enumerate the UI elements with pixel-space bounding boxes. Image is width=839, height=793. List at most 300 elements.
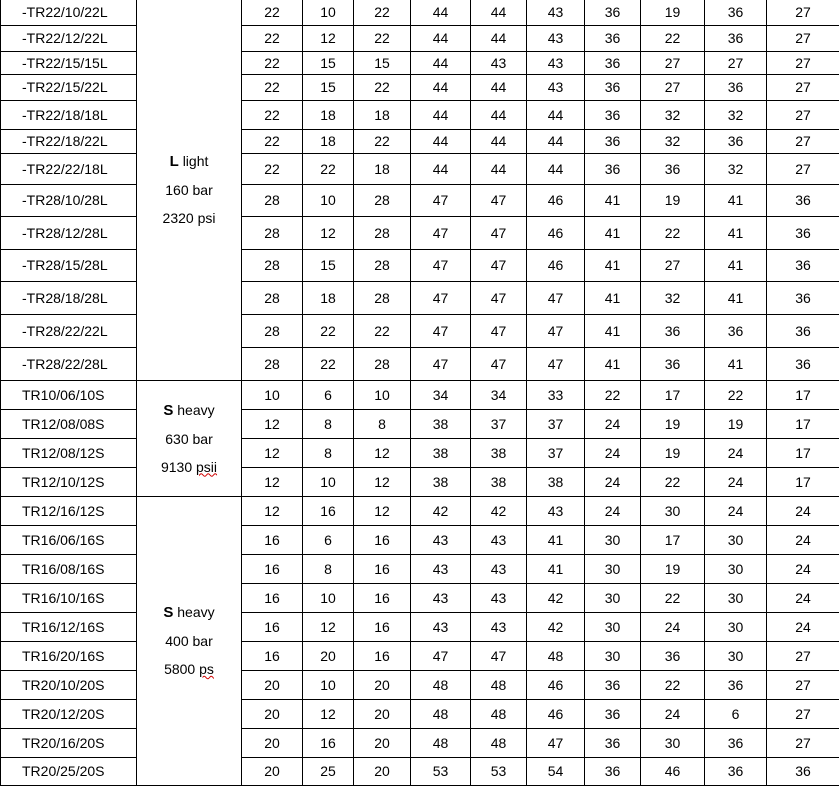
dimension-cell: 6	[705, 699, 767, 728]
table-row	[1, 670, 839, 699]
dimension-cell: 24	[585, 409, 641, 438]
dimension-cell: 41	[705, 281, 767, 314]
dimension-cell: 53	[471, 757, 527, 785]
dimension-cell: 43	[471, 583, 527, 612]
part-code-cell: -TR22/18/18L	[1, 100, 137, 129]
dimension-cell: 6	[303, 525, 354, 554]
dimension-cell: 36	[767, 757, 839, 785]
part-code-cell: TR16/20/16S	[1, 641, 137, 670]
dimension-cell: 17	[641, 525, 705, 554]
dimension-cell: 44	[527, 100, 585, 129]
table-row	[1, 641, 839, 670]
dimension-cell: 24	[585, 438, 641, 467]
dimension-cell: 41	[585, 347, 641, 380]
dimension-cell: 36	[767, 184, 839, 216]
dimension-cell: 22	[242, 129, 303, 153]
dimension-cell: 36	[767, 281, 839, 314]
dimension-cell: 47	[411, 641, 471, 670]
dimension-cell: 44	[471, 100, 527, 129]
dimension-cell: 30	[641, 728, 705, 757]
dimension-cell: 47	[471, 641, 527, 670]
dimension-cell: 47	[471, 216, 527, 249]
dimension-cell: 16	[303, 728, 354, 757]
dimension-cell: 41	[705, 249, 767, 281]
dimension-cell: 24	[767, 554, 839, 583]
dimension-cell: 47	[527, 281, 585, 314]
dimension-cell: 19	[641, 409, 705, 438]
dimension-cell: 15	[303, 51, 354, 74]
dimension-cell: 34	[411, 380, 471, 409]
dimension-cell: 19	[641, 438, 705, 467]
dimension-cell: 41	[585, 314, 641, 347]
dimension-cell: 44	[411, 129, 471, 153]
table-row	[1, 129, 839, 153]
dimension-cell: 24	[585, 496, 641, 525]
dimension-cell: 41	[705, 347, 767, 380]
dimension-cell: 28	[242, 216, 303, 249]
table-row	[1, 51, 839, 74]
dimension-cell: 27	[641, 74, 705, 100]
dimension-cell: 36	[585, 0, 641, 25]
dimension-cell: 28	[242, 281, 303, 314]
dimension-cell: 25	[303, 757, 354, 785]
dimension-cell: 28	[242, 314, 303, 347]
table-row	[1, 467, 839, 496]
dimension-cell: 43	[471, 554, 527, 583]
dimension-cell: 36	[641, 314, 705, 347]
dimension-cell: 47	[527, 314, 585, 347]
dimension-cell: 18	[354, 100, 411, 129]
dimension-cell: 47	[527, 728, 585, 757]
dimension-cell: 36	[705, 0, 767, 25]
dimension-cell: 47	[411, 281, 471, 314]
table-row	[1, 347, 839, 380]
dimension-cell: 27	[767, 74, 839, 100]
part-code-cell: TR20/16/20S	[1, 728, 137, 757]
dimension-cell: 22	[354, 0, 411, 25]
dimension-cell: 22	[585, 380, 641, 409]
dimension-cell: 38	[471, 438, 527, 467]
dimension-cell: 8	[303, 438, 354, 467]
dimension-cell: 36	[767, 249, 839, 281]
dimension-cell: 43	[527, 25, 585, 51]
dimension-cell: 36	[705, 757, 767, 785]
dimension-cell: 10	[303, 467, 354, 496]
dimension-cell: 22	[303, 347, 354, 380]
pressure-class-letter: L	[169, 153, 179, 171]
dimension-cell: 44	[411, 153, 471, 184]
pressure-class-weight: heavy	[177, 401, 215, 418]
dimension-cell: 28	[242, 249, 303, 281]
dimension-cell: 22	[242, 74, 303, 100]
dimension-cell: 44	[471, 25, 527, 51]
table-row	[1, 496, 839, 525]
dimension-cell: 22	[242, 51, 303, 74]
dimension-cell: 22	[354, 129, 411, 153]
dimension-cell: 44	[411, 74, 471, 100]
dimension-cell: 28	[242, 184, 303, 216]
table-row	[1, 699, 839, 728]
part-code-cell: TR12/16/12S	[1, 496, 137, 525]
dimension-cell: 47	[411, 314, 471, 347]
dimension-cell: 22	[354, 74, 411, 100]
dimension-cell: 22	[354, 314, 411, 347]
pressure-class-cell	[137, 0, 242, 380]
table-row	[1, 438, 839, 467]
table-row	[1, 728, 839, 757]
dimension-cell: 12	[303, 699, 354, 728]
part-code-cell: -TR22/18/22L	[1, 129, 137, 153]
part-code-cell: TR20/25/20S	[1, 757, 137, 785]
dimension-cell: 24	[705, 467, 767, 496]
dimension-cell: 22	[641, 467, 705, 496]
dimension-cell: 16	[354, 554, 411, 583]
dimension-cell: 48	[527, 641, 585, 670]
table-row	[1, 25, 839, 51]
dimension-cell: 36	[585, 129, 641, 153]
dimension-cell: 36	[641, 641, 705, 670]
dimension-cell: 47	[471, 314, 527, 347]
dimension-cell: 43	[411, 525, 471, 554]
pressure-class-label	[137, 598, 241, 627]
dimension-cell: 8	[303, 554, 354, 583]
part-code-cell: TR10/06/10S	[1, 380, 137, 409]
table-row	[1, 74, 839, 100]
table-row	[1, 409, 839, 438]
dimension-cell: 12	[303, 216, 354, 249]
dimension-cell: 10	[303, 670, 354, 699]
dimension-cell: 15	[303, 74, 354, 100]
dimension-cell: 46	[527, 670, 585, 699]
dimension-cell: 24	[767, 496, 839, 525]
pressure-class-letter: S	[163, 604, 174, 621]
dimension-cell: 43	[411, 612, 471, 641]
table-row	[1, 184, 839, 216]
dimension-cell: 46	[527, 216, 585, 249]
dimension-cell: 34	[471, 380, 527, 409]
part-code-cell: TR16/10/16S	[1, 583, 137, 612]
dimension-cell: 24	[641, 612, 705, 641]
dimension-cell: 16	[242, 641, 303, 670]
dimension-cell: 37	[527, 438, 585, 467]
dimension-cell: 44	[471, 0, 527, 25]
dimension-cell: 43	[411, 554, 471, 583]
dimension-cell: 42	[527, 612, 585, 641]
dimension-cell: 8	[303, 409, 354, 438]
dimension-cell: 44	[471, 153, 527, 184]
dimension-cell: 36	[585, 153, 641, 184]
dimension-cell: 44	[471, 74, 527, 100]
pressure-class-weight: light	[182, 153, 209, 170]
part-code-cell: TR16/12/16S	[1, 612, 137, 641]
table-row	[1, 216, 839, 249]
dimension-cell: 20	[303, 641, 354, 670]
dimension-cell: 12	[354, 467, 411, 496]
table-row	[1, 612, 839, 641]
dimension-cell: 36	[705, 728, 767, 757]
table-row	[1, 757, 839, 785]
dimension-cell: 48	[411, 670, 471, 699]
dimension-cell: 46	[527, 699, 585, 728]
dimension-cell: 28	[354, 216, 411, 249]
dimension-cell: 24	[641, 699, 705, 728]
dimension-cell: 15	[303, 249, 354, 281]
dimension-cell: 22	[705, 380, 767, 409]
part-code-cell: TR12/08/08S	[1, 409, 137, 438]
dimension-cell: 28	[354, 184, 411, 216]
dimension-cell: 20	[354, 757, 411, 785]
dimension-cell: 32	[641, 100, 705, 129]
dimension-cell: 27	[641, 51, 705, 74]
table-row	[1, 100, 839, 129]
dimension-cell: 36	[641, 347, 705, 380]
dimension-cell: 16	[354, 641, 411, 670]
dimension-cell: 27	[767, 51, 839, 74]
dimension-cell: 22	[641, 670, 705, 699]
part-code-cell: -TR22/12/22L	[1, 25, 137, 51]
part-code-cell: -TR28/12/28L	[1, 216, 137, 249]
dimension-cell: 43	[527, 496, 585, 525]
dimension-cell: 44	[411, 100, 471, 129]
dimension-cell: 6	[303, 380, 354, 409]
dimension-cell: 10	[303, 0, 354, 25]
dimension-cell: 17	[767, 380, 839, 409]
dimension-cell: 27	[767, 0, 839, 25]
dimension-cell: 48	[411, 699, 471, 728]
dimension-cell: 42	[527, 583, 585, 612]
pressure-class-letter: S	[163, 401, 174, 419]
dimension-cell: 36	[585, 25, 641, 51]
dimension-cell: 47	[411, 249, 471, 281]
dimension-cell: 22	[242, 100, 303, 129]
part-code-cell: -TR28/10/28L	[1, 184, 137, 216]
dimension-cell: 47	[411, 347, 471, 380]
dimension-cell: 24	[767, 612, 839, 641]
dimension-cell: 24	[767, 525, 839, 554]
dimension-cell: 19	[641, 184, 705, 216]
dimension-cell: 47	[471, 184, 527, 216]
dimension-cell: 44	[411, 0, 471, 25]
dimension-cell: 37	[527, 409, 585, 438]
dimension-cell: 27	[767, 25, 839, 51]
dimension-cell: 12	[242, 496, 303, 525]
dimension-cell: 24	[705, 496, 767, 525]
part-code-cell: -TR28/15/28L	[1, 249, 137, 281]
dimension-cell: 43	[411, 583, 471, 612]
dimension-cell: 24	[585, 467, 641, 496]
dimension-cell: 12	[242, 409, 303, 438]
spellcheck-underline: ps	[199, 661, 214, 677]
dimension-cell: 12	[303, 612, 354, 641]
dimension-cell: 30	[705, 554, 767, 583]
dimension-cell: 17	[767, 438, 839, 467]
pressure-bar: 400 bar	[165, 633, 213, 649]
dimension-cell: 38	[411, 467, 471, 496]
dimension-cell: 48	[471, 728, 527, 757]
dimension-cell: 22	[242, 25, 303, 51]
part-code-cell: -TR22/22/18L	[1, 153, 137, 184]
pressure-psi: 2320 psi	[162, 210, 216, 227]
dimension-cell: 33	[527, 380, 585, 409]
pressure-bar: 630 bar	[165, 430, 213, 447]
dimension-cell: 30	[585, 554, 641, 583]
dimension-cell: 48	[411, 728, 471, 757]
pressure-class-cell	[137, 380, 242, 496]
dimension-cell: 30	[705, 525, 767, 554]
dimension-cell: 20	[354, 670, 411, 699]
dimension-cell: 36	[585, 699, 641, 728]
dimension-cell: 32	[641, 281, 705, 314]
table-row	[1, 525, 839, 554]
table-row	[1, 153, 839, 184]
dimension-cell: 12	[354, 496, 411, 525]
dimension-cell: 17	[767, 409, 839, 438]
dimension-cell: 43	[471, 525, 527, 554]
dimension-cell: 15	[354, 51, 411, 74]
dimension-cell: 18	[354, 153, 411, 184]
dimension-cell: 36	[585, 100, 641, 129]
dimension-cell: 43	[527, 0, 585, 25]
dimension-cell: 16	[303, 496, 354, 525]
dimension-cell: 36	[767, 347, 839, 380]
part-code-cell: -TR28/18/28L	[1, 281, 137, 314]
dimension-cell: 12	[242, 467, 303, 496]
dimension-cell: 20	[354, 699, 411, 728]
spellcheck-underline: psii	[196, 458, 218, 475]
dimension-cell: 42	[411, 496, 471, 525]
dimension-cell: 41	[585, 216, 641, 249]
dimension-cell: 10	[303, 583, 354, 612]
part-code-cell: -TR28/22/22L	[1, 314, 137, 347]
dimension-cell: 24	[767, 583, 839, 612]
dimension-cell: 32	[641, 129, 705, 153]
dimension-cell: 36	[705, 25, 767, 51]
dimension-cell: 10	[354, 380, 411, 409]
part-code-cell: -TR22/10/22L	[1, 0, 137, 25]
dimension-cell: 43	[471, 51, 527, 74]
dimension-cell: 47	[471, 249, 527, 281]
dimension-cell: 46	[527, 249, 585, 281]
dimension-cell: 44	[471, 129, 527, 153]
part-code-cell: -TR22/15/22L	[1, 74, 137, 100]
part-code-cell: TR16/06/16S	[1, 525, 137, 554]
dimension-cell: 41	[527, 525, 585, 554]
table-row	[1, 0, 839, 25]
dimension-cell: 22	[641, 25, 705, 51]
dimension-cell: 36	[767, 314, 839, 347]
dimension-cell: 48	[471, 670, 527, 699]
dimension-cell: 12	[242, 438, 303, 467]
dimension-cell: 44	[411, 25, 471, 51]
dimension-cell: 43	[527, 74, 585, 100]
dimension-cell: 16	[354, 583, 411, 612]
part-code-cell: TR16/08/16S	[1, 554, 137, 583]
table-row	[1, 380, 839, 409]
dimension-cell: 44	[411, 51, 471, 74]
dimension-cell: 28	[354, 249, 411, 281]
dimension-cell: 20	[242, 699, 303, 728]
part-code-cell: TR20/10/20S	[1, 670, 137, 699]
dimension-cell: 17	[641, 380, 705, 409]
dimension-cell: 12	[354, 438, 411, 467]
part-code-cell: TR12/08/12S	[1, 438, 137, 467]
dimension-cell: 43	[471, 612, 527, 641]
dimension-cell: 8	[354, 409, 411, 438]
pressure-bar: 160 bar	[165, 182, 213, 199]
dimension-cell: 18	[303, 100, 354, 129]
dimension-cell: 36	[705, 74, 767, 100]
dimension-cell: 41	[527, 554, 585, 583]
dimension-cell: 36	[585, 51, 641, 74]
dimension-cell: 47	[471, 347, 527, 380]
dimension-cell: 16	[242, 583, 303, 612]
dimension-cell: 41	[705, 216, 767, 249]
dimension-cell: 16	[354, 525, 411, 554]
dimension-cell: 36	[641, 153, 705, 184]
dimension-cell: 27	[767, 153, 839, 184]
dimension-cell: 41	[585, 281, 641, 314]
dimension-cell: 27	[767, 129, 839, 153]
dimension-cell: 19	[641, 554, 705, 583]
dimension-cell: 30	[705, 641, 767, 670]
dimension-cell: 22	[641, 583, 705, 612]
table-row	[1, 249, 839, 281]
dimension-cell: 20	[354, 728, 411, 757]
dimension-cell: 28	[354, 281, 411, 314]
part-code-cell: -TR22/15/15L	[1, 51, 137, 74]
pressure-psi: 5800 ps	[164, 661, 214, 677]
part-code-cell: -TR28/22/28L	[1, 347, 137, 380]
dimension-cell: 22	[641, 216, 705, 249]
dimension-cell: 36	[705, 129, 767, 153]
pressure-psi: 9130 psii	[160, 458, 218, 475]
dimension-cell: 46	[641, 757, 705, 785]
dimension-cell: 30	[641, 496, 705, 525]
dimension-cell: 47	[527, 347, 585, 380]
dimension-cell: 27	[641, 249, 705, 281]
dimension-cell: 41	[705, 184, 767, 216]
dimension-cell: 53	[411, 757, 471, 785]
table-body	[1, 0, 839, 785]
dimension-cell: 24	[705, 438, 767, 467]
dimension-cell: 17	[767, 467, 839, 496]
dimension-cell: 28	[354, 347, 411, 380]
dimension-cell: 32	[705, 100, 767, 129]
part-code-cell: TR12/10/12S	[1, 467, 137, 496]
dimension-cell: 28	[242, 347, 303, 380]
dimension-cell: 12	[303, 25, 354, 51]
dimension-cell: 20	[242, 728, 303, 757]
dimension-cell: 19	[641, 0, 705, 25]
pressure-class-label	[137, 396, 241, 425]
pressure-class-weight: heavy	[177, 604, 215, 620]
dimension-cell: 20	[242, 670, 303, 699]
dimension-cell: 30	[585, 612, 641, 641]
dimension-cell: 54	[527, 757, 585, 785]
dimension-cell: 47	[471, 281, 527, 314]
dimension-cell: 36	[767, 216, 839, 249]
dimension-cell: 30	[585, 583, 641, 612]
part-code-cell: TR20/12/20S	[1, 699, 137, 728]
dimension-cell: 16	[242, 554, 303, 583]
dimension-cell: 10	[242, 380, 303, 409]
dimension-cell: 32	[705, 153, 767, 184]
dimension-cell: 18	[303, 129, 354, 153]
dimension-cell: 38	[527, 467, 585, 496]
dimension-cell: 47	[411, 184, 471, 216]
dimension-cell: 27	[767, 728, 839, 757]
table-row	[1, 583, 839, 612]
